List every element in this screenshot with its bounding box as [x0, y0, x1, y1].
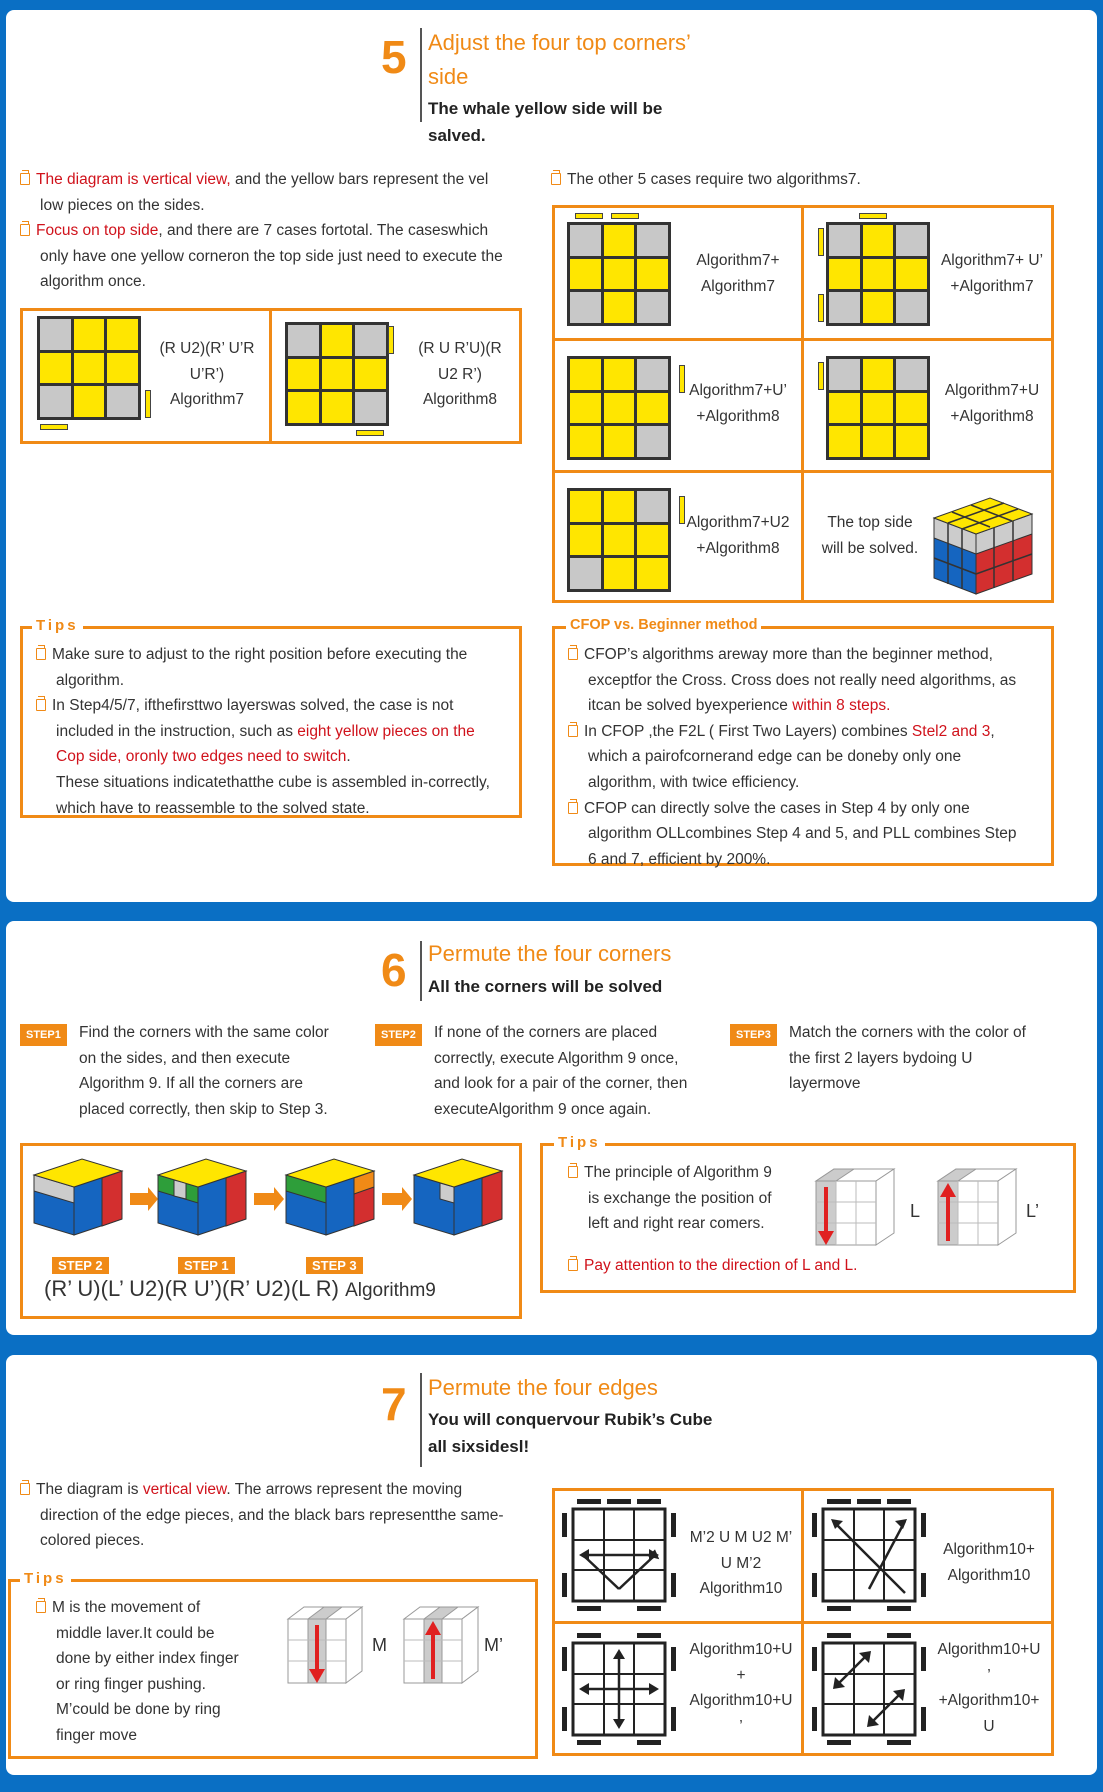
section-title: Permute the four corners: [428, 941, 672, 966]
bullet-icon: [551, 173, 561, 185]
step-number: 7: [381, 1378, 407, 1430]
side-bar: [575, 213, 603, 219]
edge-caption: Algorithm10+U + Algorithm10+U ’: [689, 1641, 793, 1735]
section-subtitle-line2: salved.: [428, 126, 486, 145]
l-move-cube-icon: [814, 1165, 904, 1249]
note-vertical-view: The diagram is vertical view. The arrows represent the moving direction of the edge pieces, and the black bars representthe same- colored pieces.: [20, 1477, 530, 1554]
divider: [552, 470, 1054, 473]
bullet-icon: [20, 173, 30, 185]
section-subtitle: The whale yellow side will be: [428, 99, 663, 118]
title-divider: [420, 1373, 422, 1467]
side-bar: [356, 430, 384, 436]
case-b-caption: (R U R’U)(R U2 R’) Algorithm8: [418, 340, 502, 409]
l-prime-move-cube-icon: [936, 1165, 1026, 1249]
bullet-icon: [568, 1259, 578, 1271]
cube-step-tag: STEP 3: [306, 1257, 363, 1274]
edge-diagram-2: [809, 1493, 929, 1617]
m-move-cube-icon: [286, 1603, 366, 1685]
side-bar: [40, 424, 68, 430]
edge-caption: M’2 U M U2 M’ U M’2 Algorithm10: [689, 1529, 793, 1598]
side-bar: [859, 213, 887, 219]
cube-step-tag: STEP 1: [178, 1257, 235, 1274]
cfop-label: CFOP vs. Beginner method: [566, 617, 761, 633]
solved-cube-image: [928, 478, 1040, 600]
case-a-caption: (R U2)(R’ U’R U’R’) Algorithm7: [159, 340, 255, 409]
section-5-panel: [6, 10, 1097, 902]
case-caption: Algorithm7+ Algorithm7: [696, 252, 780, 295]
case-caption: Algorithm7+U2 +Algorithm8: [686, 514, 790, 557]
step3-badge: STEP3: [730, 1024, 777, 1046]
side-bar: [818, 362, 824, 390]
case-caption: Algorithm7+U +Algorithm8: [944, 382, 1040, 425]
step2-text: If none of the corners are placed correctly, execute Algorithm 9 once, and look for a pair of the corner, then executeAlgorithm 9 once again.: [434, 1024, 688, 1118]
divider: [552, 1621, 1054, 1624]
bullet-icon: [568, 725, 578, 737]
edge-caption: Algorithm10+ Algorithm10: [943, 1541, 1035, 1584]
note-vertical-view: The diagram is vertical view, and the yellow bars represent the vel low pieces on the sides. Focus on top side, and there are 7 cases fortotal. The caseswhich only have one yellow corneron the top side just need to execute the algorithm once.: [20, 167, 520, 295]
title-divider: [420, 941, 422, 1001]
edge-diagram-1: [559, 1493, 679, 1617]
cfop-text: CFOP’s algorithms areway more than the beginner method, exceptfor the Cross. Cross does not really need algorithms, as itcan be solved byexperience within 8 steps. In CFOP ,the F2L ( First Two Layers) combines Stel2 and 3, which a pairofcornerand edge can be doneby only one algorithm, with twice efficiency. CFOP can directly solve the cases in Step 4 by only one algorithm OLLcombines Step 4 and 5, and PLL combines Step 6 and 7, efficient by 200%.: [568, 642, 1052, 872]
m-prime-label: M’: [484, 1635, 503, 1655]
section-title: Permute the four edges: [428, 1375, 658, 1400]
section-subtitle: All the corners will be solved: [428, 977, 663, 996]
case-caption: Algorithm7+ U’ +Algorithm7: [940, 252, 1044, 295]
cube-top-diagram: [567, 488, 671, 592]
section-6-panel: [6, 921, 1097, 1335]
bullet-icon: [568, 648, 578, 660]
bullet-icon: [36, 699, 46, 711]
divider: [801, 205, 804, 603]
case-caption: Algorithm7+U’ +Algorithm8: [689, 382, 787, 425]
bullet-icon: [36, 1601, 46, 1613]
l-label: L: [910, 1201, 921, 1221]
case-caption: The top side will be solved.: [821, 514, 919, 557]
cube-step-tag: STEP 2: [52, 1257, 109, 1274]
cube-top-diagram: [567, 222, 671, 326]
section-subtitle-line2: all sixsidesl!: [428, 1437, 530, 1456]
section-7-panel: [6, 1355, 1097, 1775]
tips-label: Tips: [20, 1570, 71, 1587]
step-number: 5: [381, 31, 407, 83]
cube-top-diagram: [826, 356, 930, 460]
edge-diagram-3: [559, 1627, 679, 1751]
tips-text: Make sure to adjust to the right position before executing the algorithm. In Step4/5/7, ifthefirsttwo layerswas solved, the case is not included in the instruction, such as eight yellow pieces on the Cop side, oronly two edges need to switch. These situations indicatethatthe cube is assembled in-correctly, which have to reassemble to the solved state.: [36, 642, 516, 821]
step1-text: Find the corners with the same color on the sides, and then execute Algorithm 9. If all the corners are placed correctly, then skip to Step 3.: [79, 1024, 329, 1118]
algorithm9-formula: (R’ U)(L’ U2)(R U’)(R’ U2)(L R) Algorithm9: [44, 1276, 436, 1301]
step-number: 6: [381, 944, 407, 996]
cube-top-diagram: [567, 356, 671, 460]
cube-top-diagram: [285, 322, 389, 426]
tips-label: Tips: [554, 1134, 605, 1151]
right-intro: The other 5 cases require two algorithms7.: [551, 167, 861, 193]
bullet-icon: [568, 802, 578, 814]
cube-top-diagram: [37, 316, 141, 420]
cube-top-diagram: [826, 222, 930, 326]
section-title-line2: side: [428, 64, 469, 89]
divider: [552, 338, 1054, 341]
bullet-icon: [20, 224, 30, 236]
tips-text: The principle of Algorithm 9 is exchange the position of left and right rear comers.: [568, 1160, 788, 1237]
bullet-icon: [20, 1483, 30, 1495]
m-prime-move-cube-icon: [402, 1603, 482, 1685]
tips-label: Tips: [32, 617, 83, 634]
bullet-icon: [36, 648, 46, 660]
edge-caption: Algorithm10+U ’ +Algorithm10+ U: [937, 1641, 1041, 1735]
section-subtitle: You will conquervour Rubik’s Cube: [428, 1410, 713, 1429]
bullet-icon: [568, 1166, 578, 1178]
m-label: M: [372, 1635, 387, 1655]
side-bar: [611, 213, 639, 219]
title-divider: [420, 28, 422, 122]
side-bar: [388, 326, 394, 354]
tips-red-text: Pay attention to the direction of L and L.: [568, 1253, 968, 1279]
tips-text: M is the movement of middle laver.It could be done by either index finger or ring finger pushing. M’could be done by ring finger move: [36, 1595, 256, 1749]
step2-badge: STEP2: [375, 1024, 422, 1046]
divider: [269, 308, 272, 444]
l-prime-label: L’: [1026, 1201, 1040, 1221]
side-bar: [818, 228, 824, 256]
side-bar: [818, 294, 824, 322]
step3-text: Match the corners with the color of the first 2 layers bydoing U layermove: [789, 1024, 1026, 1093]
cube-sequence: [30, 1155, 510, 1255]
edge-diagram-4: [809, 1627, 929, 1751]
section-title: Adjust the four top corners’: [428, 30, 691, 55]
step1-badge: STEP1: [20, 1024, 67, 1046]
